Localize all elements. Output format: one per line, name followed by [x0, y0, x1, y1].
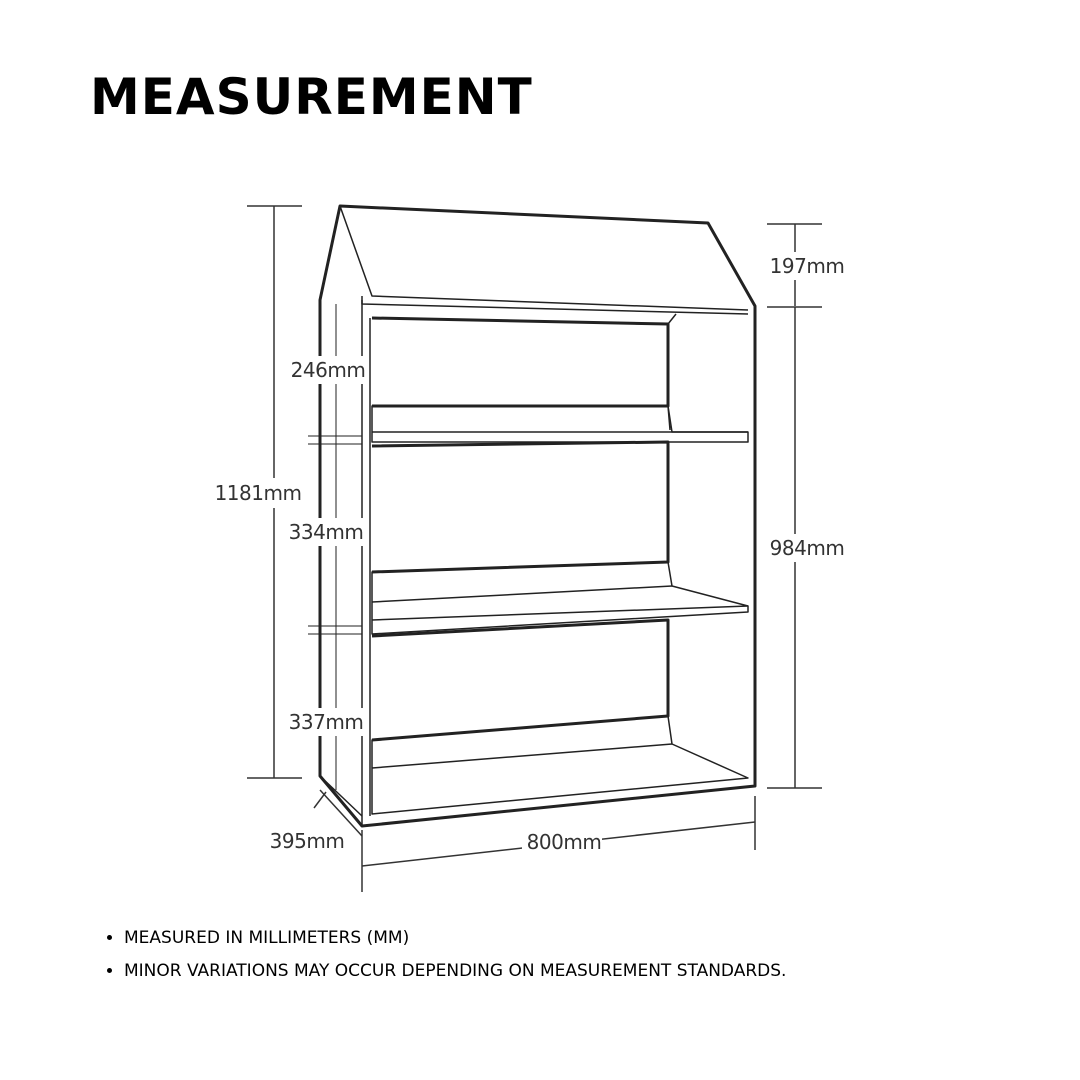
- note-variation: • MINOR VARIATIONS MAY OCCUR DEPENDING ON MEASUREMENT STANDARDS.: [124, 955, 786, 988]
- bottom-board: [372, 716, 748, 814]
- back-panel-bottom: [372, 620, 668, 740]
- roof-front-edge: [320, 206, 340, 300]
- page-title: MEASUREMENT: [90, 68, 533, 126]
- note-unit: • MEASURED IN MILLIMETERS (MM): [124, 922, 786, 955]
- total-height-label: 1181mm: [214, 481, 302, 505]
- top-compartment-label: 246mm: [290, 358, 366, 382]
- width-label: 800mm: [526, 830, 602, 854]
- shelf-1: [372, 406, 748, 442]
- shelf-2: [372, 562, 748, 634]
- middle-compartment-label: 334mm: [288, 520, 364, 544]
- back-panel-top: [372, 318, 668, 406]
- roof-height-label: 197mm: [769, 254, 845, 278]
- bookshelf-outline: [320, 206, 755, 826]
- bottom-compartment-label: 337mm: [288, 710, 364, 734]
- roof-eave: [362, 296, 748, 314]
- notes-list: [106, 922, 786, 988]
- depth-label: 395mm: [269, 829, 345, 853]
- back-panel-middle: [372, 442, 668, 572]
- body-height-label: 984mm: [769, 536, 845, 560]
